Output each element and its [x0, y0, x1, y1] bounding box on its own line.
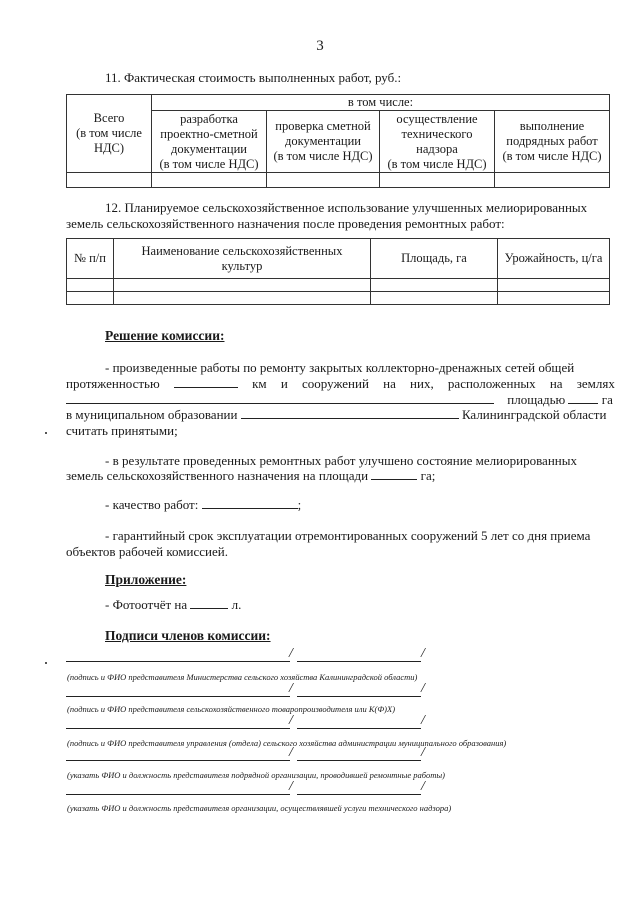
- decision-p1-line1: - произведенные работы по ремонту закрытых коллекторно-дренажных сетей общей: [105, 360, 575, 375]
- col-design-header: разработка проектно-сметной документации (в том числе НДС): [152, 111, 267, 173]
- signature-line[interactable]: [66, 696, 290, 697]
- name-line[interactable]: [297, 794, 421, 795]
- signature-line[interactable]: [66, 728, 290, 729]
- area-field[interactable]: [568, 392, 598, 404]
- cost-table: [66, 94, 610, 188]
- table-cell[interactable]: [371, 279, 498, 292]
- col-area-header: Площадь, га: [371, 239, 498, 279]
- signature-caption: (подпись и ФИО представителя сельскохозяйственного товаропроизводителя или К(Ф)Х): [67, 704, 396, 714]
- decision-p1-end: считать принятыми;: [66, 423, 178, 438]
- decision-p1-line4: в муниципальном образовании Калининградской области: [66, 407, 607, 422]
- photo-pages-field[interactable]: [190, 597, 228, 609]
- table-cell[interactable]: [114, 292, 371, 305]
- slash: /: [421, 779, 425, 794]
- scan-speck: [45, 432, 47, 434]
- incl-header: в том числе:: [152, 95, 610, 111]
- col-contract-header: выполнение подрядных работ (в том числе НДС): [495, 111, 610, 173]
- section12-line2: земель сельскохозяйственного назначения после проведения ремонтных работ:: [66, 216, 505, 231]
- table-cell[interactable]: [67, 292, 114, 305]
- decision-p4-line2: объектов рабочей комиссией.: [66, 544, 228, 559]
- signature-line[interactable]: [66, 760, 290, 761]
- signature-caption: (указать ФИО и должность представителя организации, осуществлявшей услуги технического надзора): [67, 803, 452, 813]
- decision-p3: - качество работ: ;: [105, 497, 302, 512]
- table-cell[interactable]: [152, 173, 267, 188]
- slash: /: [289, 681, 293, 696]
- col-yield-header: Урожайность, ц/га: [498, 239, 610, 279]
- col-total-header: Всего (в том числе НДС): [67, 95, 152, 173]
- slash: /: [421, 745, 425, 760]
- slash: /: [289, 713, 293, 728]
- table-cell[interactable]: [498, 292, 610, 305]
- table-cell[interactable]: [67, 279, 114, 292]
- col-check-header: проверка сметной документации (в том числе НДС): [267, 111, 380, 173]
- signatures-heading: Подписи членов комиссии:: [105, 628, 271, 643]
- table-cell[interactable]: [495, 173, 610, 188]
- page-number: 3: [316, 38, 324, 54]
- attachment-heading: Приложение:: [105, 572, 187, 587]
- slash: /: [421, 681, 425, 696]
- slash: /: [421, 713, 425, 728]
- lands-field[interactable]: [66, 392, 494, 404]
- slash: /: [421, 646, 425, 661]
- slash: /: [289, 745, 293, 760]
- table-cell[interactable]: [267, 173, 380, 188]
- municipality-field[interactable]: [241, 407, 459, 419]
- signature-caption: (указать ФИО и должность представителя подрядной организации, проводившей ремонтные работы): [67, 770, 445, 780]
- decision-p2-line1: - в результате проведенных ремонтных работ улучшено состояние мелиорированных: [105, 453, 577, 468]
- scan-speck: [45, 662, 47, 664]
- col-supervision-header: осуществление технического надзора (в том числе НДС): [380, 111, 495, 173]
- improved-area-field[interactable]: [371, 468, 417, 480]
- name-line[interactable]: [297, 696, 421, 697]
- name-line[interactable]: [297, 760, 421, 761]
- quality-field[interactable]: [202, 497, 298, 509]
- slash: /: [289, 779, 293, 794]
- signature-caption: (подпись и ФИО представителя управления (отдела) сельского хозяйства администрации муниципального образования): [67, 738, 507, 748]
- col-name-header: Наименование сельскохозяйственных культур: [114, 239, 371, 279]
- section11-title: 11. Фактическая стоимость выполненных работ, руб.:: [105, 70, 402, 85]
- signature-line[interactable]: [66, 794, 290, 795]
- table-cell[interactable]: [114, 279, 371, 292]
- attachment-text: - Фотоотчёт на л.: [105, 597, 242, 612]
- table-cell[interactable]: [380, 173, 495, 188]
- decision-p1-line3: площадью га: [66, 392, 615, 408]
- slash: /: [289, 646, 293, 661]
- decision-p4-line1: - гарантийный срок эксплуатации отремонтированных сооружений 5 лет со дня приема: [105, 528, 591, 543]
- table-cell[interactable]: [67, 173, 152, 188]
- name-line[interactable]: [297, 728, 421, 729]
- col-num-header: № п/п: [67, 239, 114, 279]
- crops-table: [66, 238, 610, 305]
- table-cell[interactable]: [498, 279, 610, 292]
- signature-line[interactable]: [66, 661, 290, 662]
- signature-caption: (подпись и ФИО представителя Министерства сельского хозяйства Калининградской области): [67, 672, 418, 682]
- decision-p1-line2: протяженностью км и сооружений на них, расположенных на землях: [66, 376, 615, 391]
- decision-p2-line2: земель сельскохозяйственного назначения на площади га;: [66, 468, 436, 483]
- name-line[interactable]: [297, 661, 421, 662]
- length-field[interactable]: [174, 376, 238, 388]
- section12-line1: 12. Планируемое сельскохозяйственное использование улучшенных мелиорированных: [105, 200, 588, 215]
- table-cell[interactable]: [371, 292, 498, 305]
- decision-heading: Решение комиссии:: [105, 328, 225, 343]
